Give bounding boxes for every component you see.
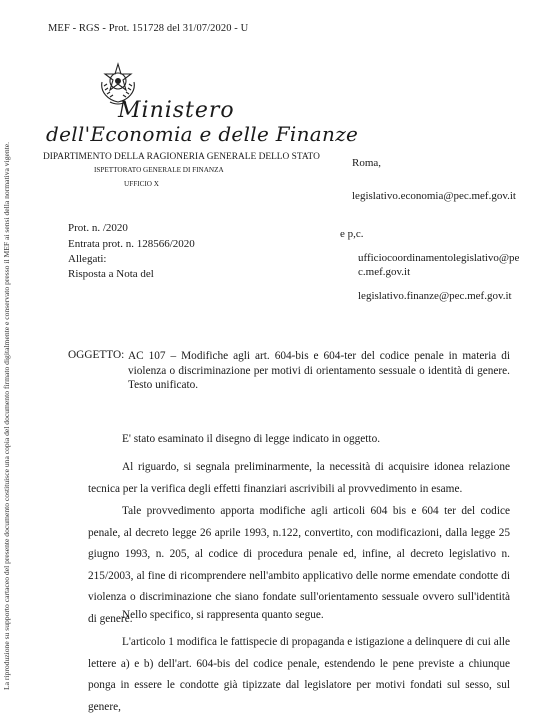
subject-label: OGGETTO:	[68, 349, 125, 361]
letterhead-ministry-name: dell'Economia e delle Finanze	[46, 122, 359, 146]
cc-label: e p,c.	[340, 228, 364, 240]
letterhead-department: DIPARTIMENTO DELLA RAGIONERIA GENERALE DELLO STATO	[43, 152, 320, 162]
prot-number: Prot. n. /2020	[68, 222, 128, 234]
subject-text: AC 107 – Modifiche agli art. 604-bis e 604-ter del codice penale in materia di violenza o discriminazione per motivi di orientamento sessuale o identità di genere. Testo unificato.	[128, 350, 510, 391]
body-paragraph-2: Al riguardo, si segnala preliminarmente, la necessità di acquisire idonea relazione tecnica per la verifica degli effetti finanziari ascrivibili al provvedimento in esame.	[88, 461, 510, 495]
letterhead-ministero: Ministero	[118, 98, 235, 123]
body-paragraph-5: L'articolo 1 modifica le fattispecie di propaganda e istigazione a delinquere di cui alle lettere a) e b) dell'art. 604-bis del codice penale, estendendo le pene previste a chiunque ponga in essere le condotte già tipizzate dal legislatore per motivi fondati sul sesso, sul genere,	[88, 636, 510, 713]
body-paragraph-3: Tale provvedimento apporta modifiche agli articoli 604 bis e 604 ter del codice penale, al decreto legge 26 aprile 1993, n.122, convertito, con modificazioni, dalla legge 25 giugno 1993, n. 205, al codice di procedura penale ed, infine, al decreto legislativo n. 215/2003, al fine di ricomprendere nell'ambito applicativo delle norme emendate condotte di violenza o discriminazione che siano fondate sull'orientamento sessuale ovvero sull'identità di genere.	[88, 505, 510, 625]
risposta-label: Risposta a Nota del	[68, 268, 154, 280]
body-paragraph-4: Nello specifico, si rappresenta quanto segue.	[122, 609, 324, 621]
entrata-prot: Entrata prot. n. 128566/2020	[68, 238, 195, 250]
place-line: Roma,	[352, 157, 382, 169]
allegati-label: Allegati:	[68, 253, 107, 265]
letterhead-office: UFFICIO X	[124, 180, 159, 188]
letterhead-inspectorate: ISPETTORATO GENERALE DI FINANZA	[94, 166, 224, 174]
recipient-email-1[interactable]: legislativo.economia@pec.mef.gov.it	[352, 190, 516, 202]
body-paragraph-1: E' stato esaminato il disegno di legge indicato in oggetto.	[122, 433, 381, 445]
recipient-email-2[interactable]: ufficiocoordinamentolegislativo@pec.mef.gov.it	[358, 252, 520, 278]
digital-copy-note: La riproduzione su supporto cartaceo del presente documento costituisce una copia del documento firmato digitalmente e conservato presso il MEF ai sensi della normativa vigente.	[2, 141, 11, 690]
protocol-number: MEF - RGS - Prot. 151728 del 31/07/2020 - U	[48, 23, 249, 34]
recipient-email-3[interactable]: legislativo.finanze@pec.mef.gov.it	[358, 290, 512, 302]
